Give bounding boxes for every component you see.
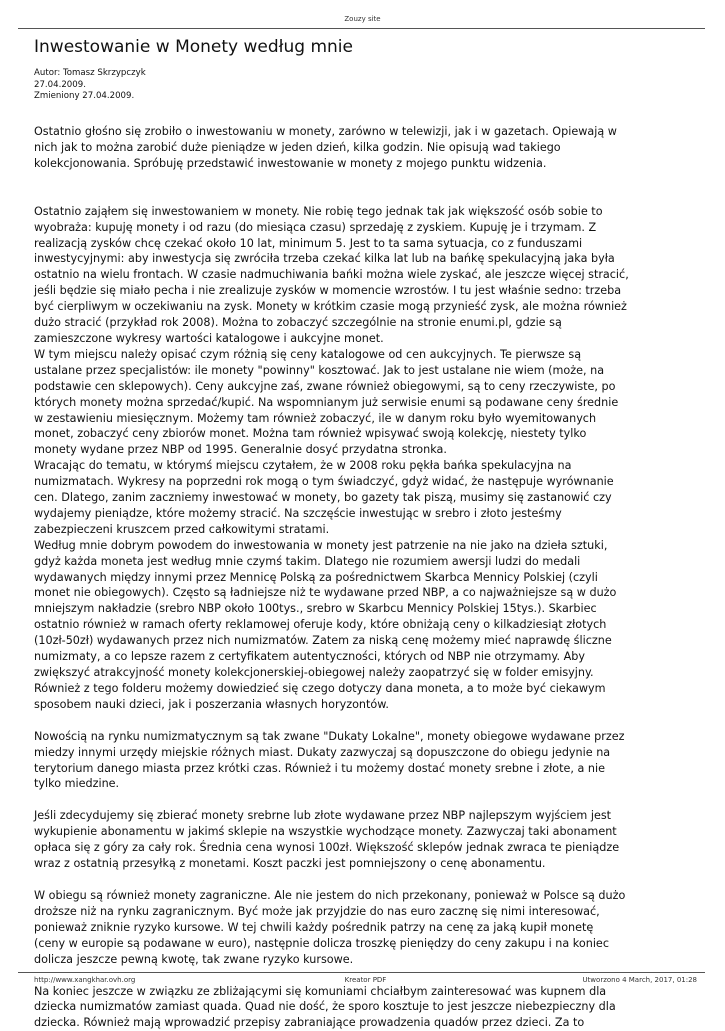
paragraph-intro [34, 124, 706, 172]
text-line: Również z tego folderu możemy dowiedzieć się czego dotyczy dana moneta, a to może być ciekawym [34, 681, 706, 697]
text-line: nich jak to można zarobić duże pieniądze w jeden dzień, kilka godzin. Nie opisują wad takiego [34, 140, 706, 156]
text-line: zabezpieczeni kruszcem przed całkowitymi stratami. [34, 522, 706, 538]
text-line: sposobem nauki dzieci, jak i poszerzania własnych horyzontów. [34, 697, 706, 713]
text-line: wyobraża: kupuję monety i od razu (do miesiąca czasu) sprzedaję z zyskiem. Kupuję je i trzymam. Z [34, 220, 706, 236]
text-line: jeśli będzie się miało pecha i nie zrealizuje zysków w momencie wzrostów. I tu jest właśnie sedno: trzeba [34, 283, 706, 299]
text-line: numizmatach. Wykresy na poprzedni rok mogą o tym świadczyć, gdyż widać, że następuje wyrównanie [34, 474, 706, 490]
text-line: wydajemy pieniądze, które możemy stracić. Na szczęście inwestując w srebro i złoto jesteśmy [34, 506, 706, 522]
text-line: Wracając do tematu, w którymś miejscu czytałem, że w 2008 roku pękła bańka spekulacyjna na [34, 458, 706, 474]
text-line: (ceny w europie są podawane w euro), następnie dolicza troszkę pieniędzy do ceny zakupu i na koniec [34, 936, 706, 952]
text-line: monety wydane przez NBP od 1995. Generalnie dosyć przydatna stronka. [34, 442, 706, 458]
text-line: monet nie obiegowych). Często są ładniejsze niż te wydawane przed NBP, a co najważniejsze są w dużo [34, 585, 706, 601]
text-line: opłaca się z góry za cały rok. Średnia cena wynosi 100zł. Większość sklepów jednak zwraca te pieniądze [34, 840, 706, 856]
text-line: dziecka numizmatów zamiast quada. Quad nie dość, że sporo kosztuje to jest jeszcze niebezpieczny dla [34, 999, 706, 1015]
footer-generator: Kreator PDF [34, 976, 697, 984]
text-line: Na koniec jeszcze w związku ze zbliżającymi się komuniami chciałbym zainteresować was kupnem dla [34, 984, 706, 1000]
header-divider [18, 28, 705, 29]
paragraph-local-coins [34, 729, 706, 793]
article-title: Inwestowanie w Monety według mnie [34, 37, 353, 57]
text-line: wraz z ostatnią przesyłką z monetami. Koszt paczki jest pomniejszony o cenę abonamentu. [34, 856, 706, 872]
footer-created: Utworzono 4 March, 2017, 01:28 [582, 976, 697, 984]
text-line: dziecka. Również mają wprowadzić przepisy zabraniające prowadzenia quadów przez dzieci. Za to [34, 1015, 706, 1031]
text-line: mniejszym nakładzie (srebro NBP około 100tys., srebro w Skarbcu Mennicy Polskiej 15tys.). Skarbiec [34, 601, 706, 617]
text-line: których monety można sprzedać/kupić. Na wspomnianym już serwisie enumi są podawane ceny średnie [34, 395, 706, 411]
text-line: Według mnie dobrym powodem do inwestowania w monety jest patrzenie na nie jako na dzieła sztuki, [34, 538, 706, 554]
paragraph-foreign-coins [34, 888, 706, 968]
article-modified-date: Zmieniony 27.04.2009. [34, 91, 146, 103]
text-line: w zestawieniu miesięcznym. Możemy tam również zobaczyć, ile w danym roku było wyemitowanych [34, 411, 706, 427]
text-line: ostatnio na wielu frontach. W czasie nadmuchiwania bańki można wiele zyskać, ale jeszcze więcej stracić, [34, 267, 706, 283]
text-line: droższe niż na rynku zagranicznym. Być może jak przyjdzie do nas euro zacznę się nimi interesować, [34, 904, 706, 920]
text-line: monet, zobaczyć ceny zbiorów monet. Można tam również wpisywać swoją kolekcję, niestety tylko [34, 426, 706, 442]
text-line: Jeśli zdecydujemy się zbierać monety srebrne lub złote wydawane przez NBP najlepszym wyjściem jest [34, 808, 706, 824]
page-footer [34, 976, 697, 986]
paragraph-subscription [34, 808, 706, 872]
text-line: ostatnio również w ramach oferty reklamowej oferuje kody, które obniżają ceny o kilkadziesiąt złotych [34, 617, 706, 633]
text-line: ponieważ zniknie ryzyko kursowe. W tej chwili każdy pośrednik patrzy na cenę za jaką kupił monetę [34, 920, 706, 936]
text-line: Nowością na rynku numizmatycznym są tak zwane "Dukaty Lokalne", monety obiegowe wydawane przez [34, 729, 706, 745]
text-line: realizacją zysków chcę czekać około 10 lat, minimum 5. Jest to ta sama sytuacja, co z funduszami [34, 236, 706, 252]
footer-url: http://www.xangkhar.ovh.org [34, 976, 135, 984]
text-line: gdyż każda moneta jest według mnie czymś takim. Dlatego nie rozumiem awersji ludzi do medali [34, 554, 706, 570]
text-line: numizmaty, a co lepsze razem z certyfikatem autentyczności, których od NBP nie otrzymamy. Aby [34, 649, 706, 665]
article-body [34, 124, 706, 1031]
text-line: zamieszczone wykresy wartości katalogowe i aukcyjne monet. [34, 331, 706, 347]
site-header: Zouzy site [0, 15, 725, 23]
article-author: Autor: Tomasz Skrzypczyk [34, 68, 146, 80]
text-line: podstawie cen sklepowych). Ceny aukcyjne zaś, zwane również obiegowymi, są to ceny rzeczywiste, po [34, 379, 706, 395]
text-line: Ostatnio głośno się zrobiło o inwestowaniu w monety, zarówno w telewizji, jak i w gazetach. Opiewają w [34, 124, 706, 140]
text-line: wykupienie abonamentu w jakimś sklepie na wszystkie wychodzące monety. Zazwyczaj taki abonament [34, 824, 706, 840]
text-line: zwiększyć atrakcyjność monety kolekcjonerskiej-obiegowej należy zaopatrzyć się w folder emisyjny. [34, 665, 706, 681]
text-line: wydawanych między innymi przez Mennicę Polską za pośrednictwem Skarbca Mennicy Polskiej (czyli [34, 570, 706, 586]
text-line: W tym miejscu należy opisać czym różnią się ceny katalogowe od cen aukcyjnych. Te pierwsze są [34, 347, 706, 363]
paragraph-main [34, 204, 706, 713]
text-line: być cierpliwym w oczekiwaniu na zysk. Monety w krótkim czasie mogą przynieść zysk, ale można również [34, 299, 706, 315]
article-date: 27.04.2009. [34, 80, 146, 92]
text-line: dużo stracić (przykład rok 2008). Można to zobaczyć szczególnie na stronie enumi.pl, gdzie są [34, 315, 706, 331]
text-line: inwestycyjnymi: aby inwestycja się zwróciła trzeba czekać kilka lat lub na bańkę spekulacyjną jaka była [34, 251, 706, 267]
text-line: miedzy innymi urzędy miejskie różnych miast. Dukaty zazwyczaj są dopuszczone do obiegu jedynie na [34, 745, 706, 761]
article-meta [34, 68, 146, 103]
text-line: cen. Dlatego, zanim zaczniemy inwestować w monety, bo gazety tak piszą, musimy się zastanowić czy [34, 490, 706, 506]
text-line: kolekcjonowania. Spróbuję przedstawić inwestowanie w monety z mojego punktu widzenia. [34, 156, 706, 172]
text-line: dolicza jeszcze pewną kwotę, tak zwane ryzyko kursowe. [34, 952, 706, 968]
text-line: tylko miedzine. [34, 776, 706, 792]
text-line: ustalane przez specjalistów: ile monety "powinny" kosztować. Jak to jest ustalane nie wiem (może, na [34, 363, 706, 379]
text-line: (10zł-50zł) wydawanych przez nich numizmatów. Zatem za niską cenę możemy mieć naprawdę śliczne [34, 633, 706, 649]
footer-divider [18, 972, 705, 973]
text-line: W obiegu są również monety zagraniczne. Ale nie jestem do nich przekonany, ponieważ w Polsce są dużo [34, 888, 706, 904]
text-line: terytorium danego miasta przez krótki czas. Również i tu możemy dostać monety srebne i złote, a nie [34, 761, 706, 777]
text-line: Ostatnio zająłem się inwestowaniem w monety. Nie robię tego jednak tak jak większość osób sobie to [34, 204, 706, 220]
